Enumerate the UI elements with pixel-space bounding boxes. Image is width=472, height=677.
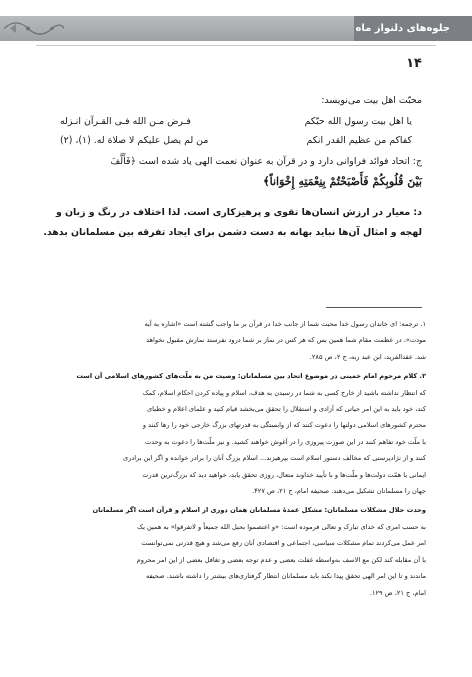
footnote-line: با آن مقابله کند لکن مع الاسف به‌واسطه غفلت بعضی و عدم توجه بعضی و تغافل بعضی از این امر محروم [136,555,426,564]
footnote-line: ۲. کلام مرحوم امام خمینی در موضوع اتحاد بین مسلمانان: وصیت من به ملّت‌های کشورهای اسلامی آن است [76,372,426,381]
footnote-2 [34,368,426,499]
paragraph-j [34,152,422,192]
footnote-line: که انتظار نداشته باشید از خارج کسی به شما در رسیدن به هدف، اسلام و پیاده کردن احکام اسلام، کمک [142,388,426,397]
body-intro [34,91,422,111]
footnote-line: وحدت حلال مشکلات مسلمانان: مشکل عمدهٔ مسلمانان همان دوری از اسلام و قرآن است اگر مسلمانان [92,506,426,515]
footnote-line: ۱. ترجمه: ای خاندان رسول خدا محبت شما از جانب خدا در قرآن بر ما واجب گشته است «اشاره به آیه [144,320,426,328]
footnote-divider [326,307,422,308]
footnote-line: ماندند و تا این امر الهی تحقق پیدا نکند باید مسلمانان انتظار گرفتاری‌های بیشتر را داشته باشند. صحیفه [145,572,426,581]
intro-line: محبّت اهل بیت می‌نویسد: [321,95,422,106]
footnote-line: به حسب امری که خدای تبارک و تعالی فرموده است: «و اعتصموا بحبل الله جمیعاً و لاتفرقوا» به همین یک [137,522,426,531]
footnote-line: کند، خود باید به این امر حیاتی که آزادی و استقلال را تحقق می‌بخشد قیام کنید و علمای اعلام و خطبای [147,405,426,414]
footnote-1 [34,316,426,365]
paragraph-line: لهجه و امثال آن‌ها نباید بهانه به دست دشمن برای ایجاد تفرقه بین مسلمانان بدهد. [43,227,422,238]
footnote-line: با ملّت خود تفاهم کنند در این صورت پیروزی را در آغوش خواهند کشید. و نیز ملّت‌ها را دعوت به وحدت [145,437,426,446]
footnote-line: شد. عقدالفرید، ابن عبد ربه، ج ۲، ص ۲۸۵. [309,352,426,361]
footnote-line: مودت»، در عظمت مقام شما همین بس که هر کس در نماز بر شما درود نفرستد نمازش مقبول نخواهد [146,336,426,345]
verse-row [60,131,412,150]
verse-hemistich: فـرض مـن الله فـی القـرآن انـزله [60,116,191,127]
verse-hemistich: کفاکم من عظیم القدر انکم [306,135,412,146]
verse-hemistich: یا اهل بیت رسول الله حبّکم [304,116,412,127]
footnote-line: کنند و از نژادپرستی که مخالف دستور اسلام است بپرهیزند... اسلام بزرگ آنان را برادر خوانده و اگر این برادری [122,454,426,463]
footnote-line: محترم کشورهای اسلامی دولتها را دعوت کنند که از وابستگی به قدرتهای بزرگ خارجی خود را رها کنند و [142,421,426,430]
header-divider [36,45,436,46]
poem [60,112,412,150]
paragraph-line: ج: اتحاد فوائد فراوانی دارد و در قرآن به عنوان نعمت الهی یاد شده است ﴿فَأَلَّفَ [110,156,422,167]
quran-verse: بَيْنَ قُلُوبِكُمْ فَأَصْبَحْتُمْ بِنِعْمَتِهِ إِخْوَاناً﴾ [263,175,422,188]
paragraph-d [34,203,422,243]
footnote-line: جهان را مسلمانان تشکیل می‌دهند. صحیفه امام، ج ۲۱، ص ۴۲۷. [252,487,426,496]
footnote-line: امام، ج ۲۱، ص ۱۲۹. [369,588,426,597]
footnote-line: ایمانی با همّت دولت‌ها و ملّت‌ها و با تأیید خداوند متعال، روزی تحقق یابد، خواهید دید که بزرگ‌ترین قدرت [142,470,426,479]
footnote-3 [34,502,426,600]
book-title: جلوه‌های دلنواز ماه [354,16,472,41]
footnotes [34,316,426,604]
footnote-ref: (۱)، (۲) [60,135,91,146]
paragraph-line: د: معیار در ارزش انسان‌ها تقوی و پرهیزکاری است. لذا اختلاف در رنگ و زبان و [55,207,422,218]
verse-row [60,112,412,131]
page-number: ۱۴ [406,56,422,71]
verse-text: من لم یصل علیکم لا صلاة له. [93,135,209,146]
verse-hemistich [60,131,208,150]
footnote-line: امر عمل می‌کردند تمام مشکلات سیاسی، اجتماعی و اقتصادی آنان رفع می‌شد و هیچ قدرتی نمی‌توانست [141,539,426,548]
header-ornament [2,20,66,37]
